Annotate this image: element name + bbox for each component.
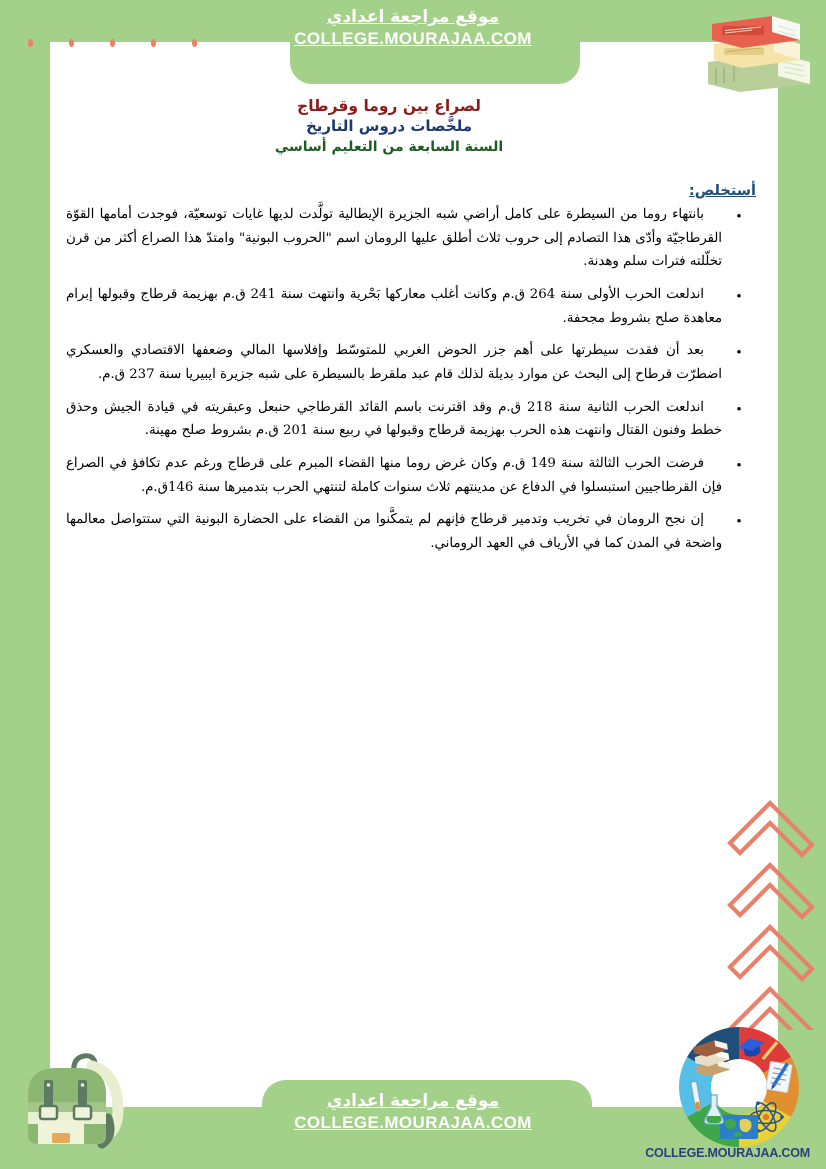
bullet-point-icon: • (736, 401, 742, 418)
education-donut-icon (674, 1022, 804, 1152)
list-item (66, 452, 756, 499)
header-site-url[interactable]: COLLEGE.MOURAJAA.COM (294, 29, 532, 49)
watermark-text: COLLEGE.MOURAJAA.COM (645, 1146, 810, 1160)
list-item-text: بانتهاء روما من السيطرة على كامل أراضي شبه الجزيرة الإيطالية تولَّدت لديها غايات توسعيّة، فوجدت أمامها القوّة القرطاجيّة وأدّى هذا التصادم إلى حروب ثلاث أطلق عليها الرومان اسم "الحروب البونية" وامتدّ هذا الصراع أكثر من قرن تخلّلته فترات سلم وهدنة. (66, 207, 722, 270)
page-subtitle: ملخَّصات دروس التاريخ (305, 117, 473, 136)
footer-site-name: موقع مراجعة اعدادي (326, 1091, 500, 1111)
list-item (66, 339, 756, 386)
page-frame-left (0, 0, 50, 1107)
bullet-point-icon: • (736, 514, 742, 531)
list-item-text: اندلعت الحرب الأولى سنة 264 ق.م وكانت أغلب معاركها بَحْرية وانتهت سنة 241 ق.م بهزيمة قرطاج وقبولها إبرام معاهدة صلح بشروط مجحفة. (66, 286, 722, 326)
list-item-text: بعد أن فقدت سيطرتها على أهم جزر الحوض الغربي للمتوسّط وإفلاسها المالي وضعفها الاقتصادي والعسكري اضطرّت قرطاح إلى البحث عن موارد بديلة لذلك قام عبد ملقرط بالسيطرة على شبه جزيرة ايبيريا سنة 237 ق.م. (66, 343, 722, 382)
header-site-name: موقع مراجعة اعدادي (326, 7, 500, 27)
section-heading: أستخلص: (688, 183, 756, 199)
list-item-text: فرضت الحرب الثالثة سنة 149 ق.م وكان غرض روما منها القضاء المبرم على قرطاج ورغم عدم تكافؤ في الصراع فإن القرطاجيين استبسلوا في الدفاع عن مدينتهم ثلاث سنوات كاملة لتنتهي الحرب بتدميرها سنة 146ق.م. (66, 455, 722, 495)
page-title: لصراع بين روما وقرطاج (297, 97, 481, 115)
document-title-block (50, 96, 728, 156)
list-item-text: إن نجح الرومان في تخريب وتدمير قرطاج فإنهم لم يتمكَّنوا من القضاء على الحضارة البونية التي ستتواصل معالمها واضحة في المدن كما في الأرياف في العهد الروماني. (66, 512, 722, 551)
list-item (66, 508, 756, 555)
footer-site-url[interactable]: COLLEGE.MOURAJAA.COM (294, 1113, 532, 1133)
list-item (66, 283, 756, 330)
list-item-text: اندلعت الحرب الثانية سنة 218 ق.م وقد اقترنت باسم القائد القرطاجي حنبعل وعبقريته في قيادة الجيش وحذق خطط وفنون القتال وانتهت هذه الحرب بهزيمة قرطاج وقبولها في ربيع سنة 201 ق.م بشروط صلح مهينة. (66, 399, 722, 439)
page-grade-level: السنة السابعة من التعليم أساسي (274, 138, 504, 155)
bullet-point-icon: • (736, 288, 742, 305)
header-tab-shape (290, 42, 580, 84)
bullet-point-icon: • (736, 457, 742, 474)
bullet-point-icon: • (736, 209, 742, 225)
list-item (66, 396, 756, 443)
footer-site-block (0, 1092, 826, 1132)
header-site-block (0, 8, 826, 48)
chevron-arrows-icon (708, 795, 826, 1030)
document-body (66, 183, 756, 565)
list-item (66, 203, 756, 274)
bullet-point-icon: • (736, 345, 742, 362)
